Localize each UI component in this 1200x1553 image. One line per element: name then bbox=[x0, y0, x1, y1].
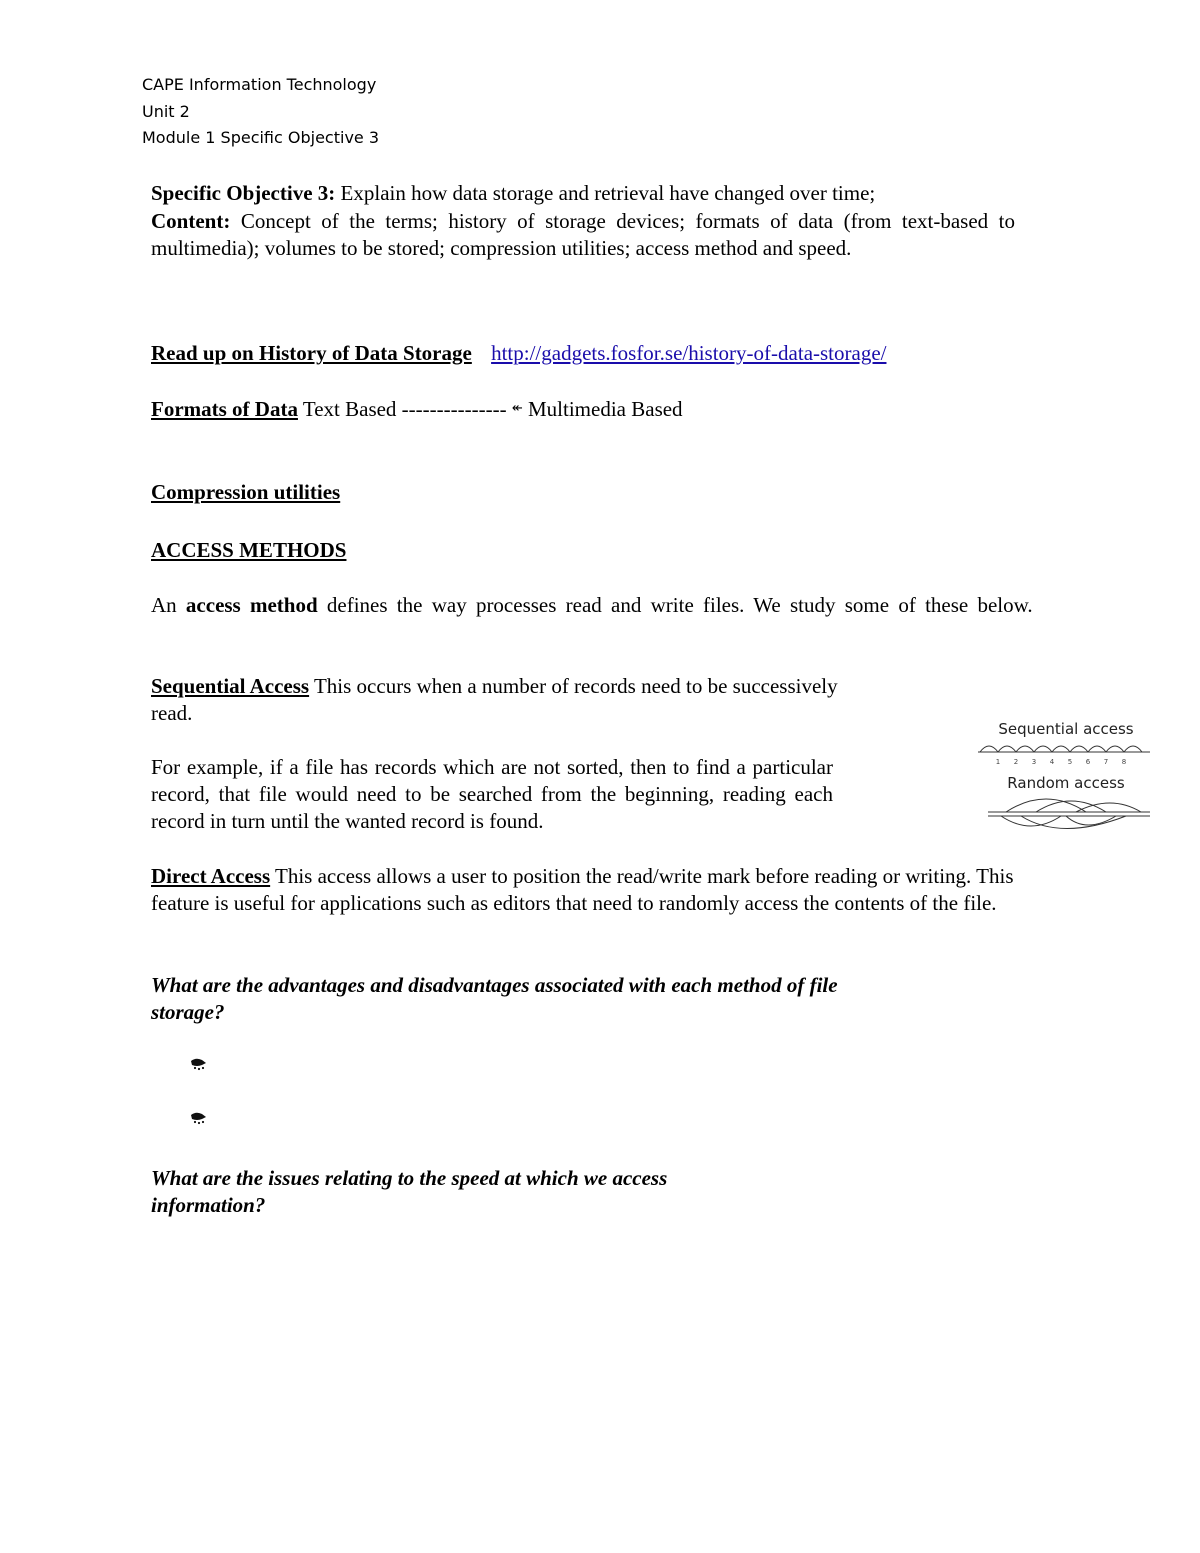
random-arcs bbox=[988, 799, 1150, 829]
history-link[interactable]: http://gadgets.fosfor.se/history-of-data-storage/ bbox=[491, 341, 887, 365]
direct-paragraph bbox=[151, 863, 1051, 917]
sequence-numbers bbox=[996, 758, 1126, 766]
direct-text: This access allows a user to position the read/write mark before reading or writing. This feature is useful for applications such as editors that need to randomly access the contents of the file. bbox=[151, 864, 1014, 915]
sequence-number: 7 bbox=[1103, 758, 1109, 766]
content-text: Concept of the terms; history of storage devices; formats of data (from text-based to multimedia); volumes to be stored; compression utilities; access method and speed. bbox=[151, 209, 1015, 260]
doc-header-title: CAPE Information Technology bbox=[142, 75, 377, 94]
formats-label: Formats of Data bbox=[151, 397, 298, 421]
objective-paragraph bbox=[151, 180, 1015, 207]
intro-prefix: An bbox=[151, 593, 177, 617]
access-method-term: access method bbox=[185, 593, 318, 617]
sequence-number: 4 bbox=[1049, 758, 1055, 766]
access-methods-heading: ACCESS METHODS bbox=[151, 538, 347, 562]
sequence-number: 8 bbox=[1121, 758, 1127, 766]
sequential-heading: Sequential Access bbox=[151, 674, 310, 698]
objective-label: Specific Objective 3: bbox=[151, 181, 336, 205]
access-diagram bbox=[976, 716, 1156, 831]
content-label: Content: bbox=[151, 209, 231, 233]
sequential-arcs bbox=[978, 746, 1150, 752]
question-advantages: What are the advantages and disadvantages associated with each method of file storage? bbox=[151, 973, 838, 1024]
content-paragraph bbox=[151, 208, 1015, 262]
read-up-label: Read up on History of Data Storage bbox=[151, 341, 472, 365]
sequential-access-label: Sequential access bbox=[998, 720, 1134, 738]
sequential-example: For example, if a file has records which are not sorted, then to find a particular record, that file would need to be searched from the beginning, reading each record in turn until the wanted record is found. bbox=[151, 755, 833, 833]
compression-heading: Compression utilities bbox=[151, 480, 341, 504]
random-access-label: Random access bbox=[1007, 774, 1125, 792]
sequential-paragraph bbox=[151, 673, 841, 727]
direct-heading: Direct Access bbox=[151, 864, 271, 888]
sequence-number: 6 bbox=[1085, 758, 1091, 766]
formats-line bbox=[151, 394, 1051, 423]
left-arrow-icon: ↞ bbox=[511, 400, 523, 415]
wingdings-bullet-icon bbox=[190, 1057, 208, 1071]
doc-header-unit: Unit 2 bbox=[142, 102, 190, 121]
formats-multimedia: Multimedia Based bbox=[528, 397, 683, 421]
doc-header-module: Module 1 Specific Objective 3 bbox=[142, 128, 380, 147]
intro-rest: defines the way processes read and write files. We study some of these below. bbox=[326, 593, 1033, 617]
sequence-number: 3 bbox=[1031, 758, 1037, 766]
sequence-number: 5 bbox=[1067, 758, 1073, 766]
wingdings-bullet-icon bbox=[190, 1111, 208, 1125]
sequence-number: 2 bbox=[1013, 758, 1019, 766]
read-up-line bbox=[151, 340, 1051, 367]
sequential-text: This occurs when a number of records need to be successively read. bbox=[151, 674, 838, 725]
question-speed: What are the issues relating to the speed at which we access information? bbox=[151, 1166, 668, 1217]
objective-text: Explain how data storage and retrieval have changed over time; bbox=[340, 181, 876, 205]
sequence-number: 1 bbox=[995, 758, 1001, 766]
access-intro-paragraph bbox=[151, 592, 1047, 619]
formats-text-based: Text Based --------------- bbox=[302, 397, 507, 421]
